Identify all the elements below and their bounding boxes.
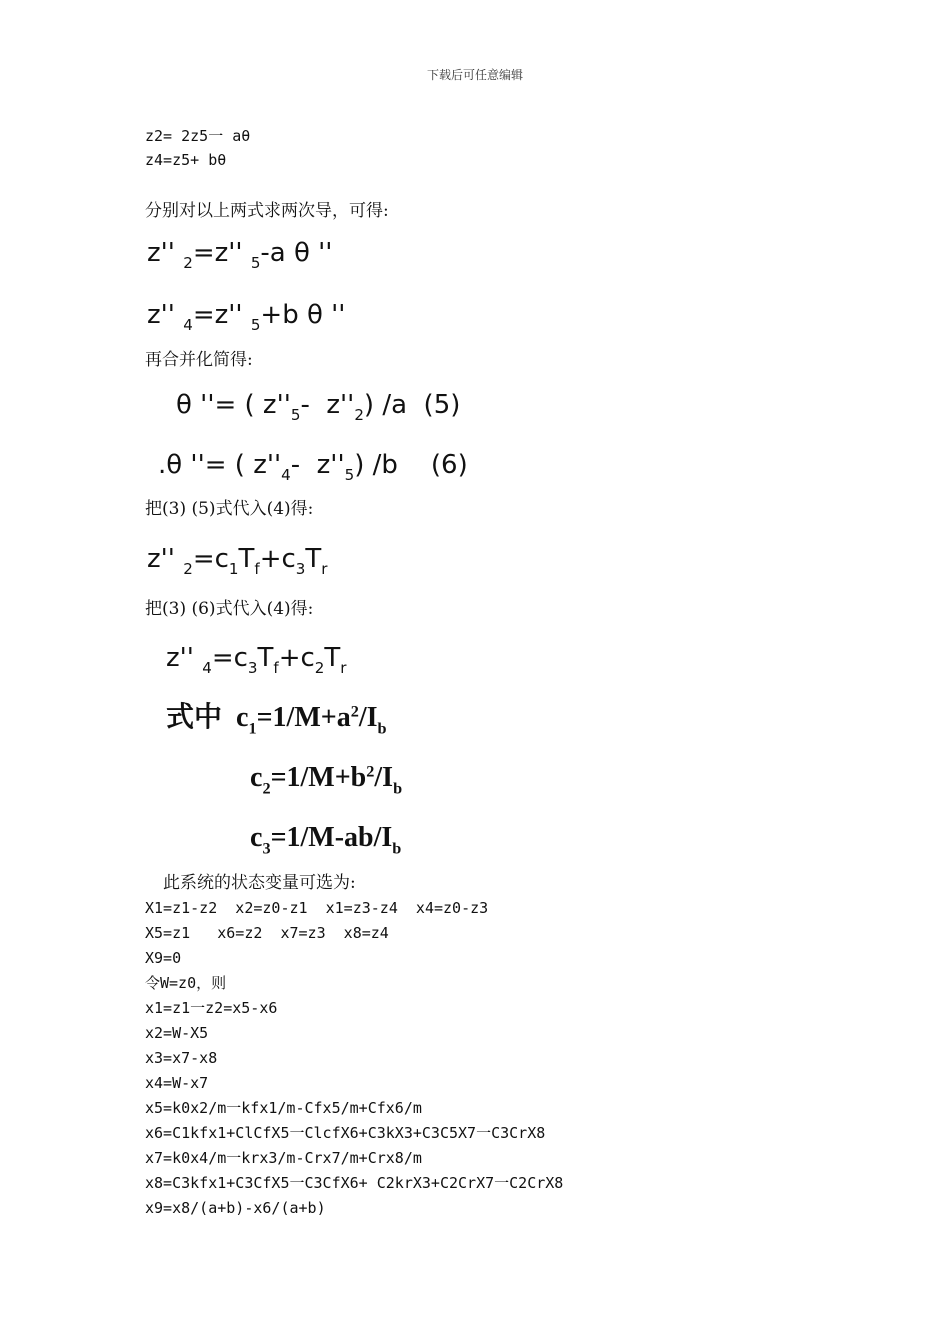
equation-z4-result: z'' $_4=c_3T_f+c_2T_r$: [166, 643, 347, 677]
state-line: x5=k0x2/m一kfx1/m-Cfx5/m+Cfx6/m: [145, 1099, 422, 1117]
state-line: x4=W-x7: [145, 1074, 209, 1092]
equation-z2-second-derivative: z'' $_2$=z'' $_5$-a θ '': [147, 238, 333, 272]
state-line: x8=C3kfx1+C3CfX5一C3CfX6+ C2krX3+C2CrX7一C2CrX8: [145, 1174, 564, 1192]
paragraph-merge: 再合并化简得:: [145, 350, 253, 370]
equation-line: z2= 2z5一 aθ: [145, 127, 251, 145]
state-line: X9=0: [145, 949, 182, 967]
paragraph-substitute-1: 把(3) (5)式代入(4)得:: [145, 499, 314, 519]
state-line: x1=z1一z2=x5-x6: [145, 999, 278, 1017]
equation-z4-second-derivative: z'' $_4$=z'' $_5$+b θ '': [147, 300, 346, 334]
equation-6: .θ ''= ( $z''_4-$ $z''_5$) /b (6): [158, 450, 468, 484]
page-header: 下载后可任意编辑: [426, 68, 523, 82]
paragraph-state-variables: 此系统的状态变量可选为:: [163, 873, 356, 893]
state-line: x3=x7-x8: [145, 1049, 218, 1067]
equation-c2: $c_2=1/M+b^2/I_b$: [250, 762, 403, 798]
paragraph-derive: 分别对以上两式求两次导，可得:: [145, 201, 389, 221]
equation-z2-result: z'' $_2=c_1T_f+c_3T_r$: [147, 544, 328, 578]
state-line: x9=x8/(a+b)-x6/(a+b): [145, 1199, 326, 1217]
state-line: X1=z1-z2 x2=z0-z1 x1=z3-z4 x4=z0-z3: [145, 899, 489, 917]
state-line: x7=k0x4/m一krx3/m-Crx7/m+Crx8/m: [145, 1149, 422, 1167]
state-line: X5=z1 x6=z2 x7=z3 x8=z4: [145, 924, 389, 942]
state-line: x6=C1kfx1+ClCfX5一ClcfX6+C3kX3+C3C5X7一C3CrX8: [145, 1124, 546, 1142]
equation-line: z4=z5+ bθ: [145, 151, 227, 169]
state-line: 令W=z0，则: [145, 974, 227, 992]
equation-c3: $c_3=1/M-ab/I_b$: [250, 822, 402, 858]
equation-5: θ ''= ( $z''_5-$ $z''_2$) /a (5): [176, 390, 461, 424]
paragraph-substitute-2: 把(3) (6)式代入(4)得:: [145, 599, 314, 619]
state-line: x2=W-X5: [145, 1024, 209, 1042]
equation-c1: 式中 $c_1=1/M+a^2/I_b$: [166, 702, 387, 738]
